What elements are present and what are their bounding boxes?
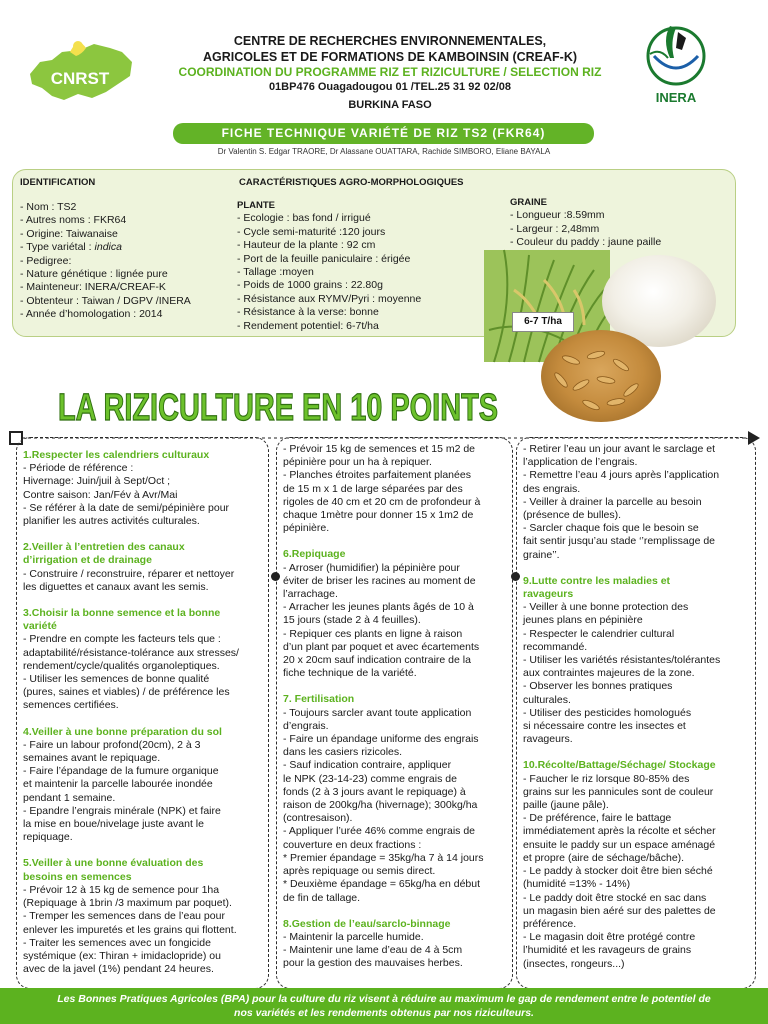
s10-line: - Le paddy doit être stocké en sac dans xyxy=(523,891,707,904)
s10-line: et propre (aire de séchage/bâche). xyxy=(523,851,685,864)
institution-line2: AGRICOLES ET DE FORMATIONS DE KAMBOINSIN (CREAF-K) xyxy=(202,50,578,64)
s1-line: Hivernage: Juin/juil à Sept/Oct ; xyxy=(23,475,171,488)
id-item: - Année d’homologation : 2014 xyxy=(20,308,163,321)
s9-line: jeunes plans en pépinière xyxy=(523,614,643,627)
footer-line1: Les Bonnes Pratiques Agricoles (BPA) pour la culture du riz visent à réduire au maximum le gap de rendement entre le potentiel de xyxy=(57,993,711,1005)
id-item: - Origine: Taiwanaise xyxy=(20,227,118,240)
id-item: - Autres noms : FKR64 xyxy=(20,214,127,227)
paddy-rice-photo xyxy=(541,330,661,422)
s10-line: - Faucher le riz lorsque 80-85% des xyxy=(523,772,690,785)
plante-item: - Port de la feuille paniculaire : érigée xyxy=(237,252,411,265)
s5-line: systémique (ex: Thiran + imidaclopride) ou xyxy=(23,949,221,962)
id-item xyxy=(20,241,230,254)
id-type-value: indica xyxy=(94,241,122,254)
id-item-label: - Type variétal : xyxy=(20,241,95,254)
plante-item: - Cycle semi-maturité :120 jours xyxy=(237,225,386,238)
identification-heading: IDENTIFICATION xyxy=(20,177,96,188)
s7-line: de fin de tallage. xyxy=(283,891,361,904)
s8b-line: l’application de l’engrais. xyxy=(523,456,638,469)
section-title-4: 4.Veiller à une bonne préparation du sol xyxy=(23,725,222,738)
s5b-line: pépinière pour un ha à repiquer. xyxy=(283,456,432,469)
s9-line: - Observer les bonnes pratiques xyxy=(523,680,673,693)
s7-line: couverture en deux fractions : xyxy=(283,838,422,851)
graine-heading: GRAINE xyxy=(510,197,547,208)
s5b-line: rigoles de 40 cm et 20 cm de profondeur à xyxy=(283,495,481,508)
inera-logo-text: INERA xyxy=(655,90,697,105)
s8-line: - Maintenir la parcelle humide. xyxy=(283,930,424,943)
s8b-line: graine’’. xyxy=(523,548,560,561)
s2-line: les diguettes et canaux avant les semis. xyxy=(23,580,209,593)
s6-line: - Arracher les jeunes plants âgés de 10 à xyxy=(283,601,474,614)
s5b-line: - Prévoir 15 kg de semences et 15 m2 de xyxy=(283,443,476,455)
s8b-line: des engrais. xyxy=(523,482,581,495)
s3-line: semences certifiées. xyxy=(23,699,119,712)
s6-line: 15 jours (stade 2 à 4 feuilles). xyxy=(283,614,421,627)
s7-line: - Sauf indication contraire, appliquer xyxy=(283,759,452,772)
s7-line: d’engrais. xyxy=(283,719,329,732)
section-title-5: besoins en semences xyxy=(23,870,132,883)
s10-line: paille (jaune pâle). xyxy=(523,799,609,812)
authors-line: Dr Valentin S. Edgar TRAORE, Dr Alassane OUATTARA, Rachide SIMBORO, Eliane BAYALA xyxy=(217,147,551,156)
s5b-line: pépinière. xyxy=(283,522,330,535)
agro-heading: CARACTÉRISTIQUES AGRO-MORPHOLOGIQUES xyxy=(239,177,464,188)
s1-line: - Se référer à la date de semi/pépinière pour xyxy=(23,501,230,514)
s8b-line: (présence de bulles). xyxy=(523,509,622,522)
s5b-line: chaque 1mètre pour donner 15 x 1m2 de xyxy=(283,509,474,522)
plante-heading: PLANTE xyxy=(237,200,275,211)
footer-banner xyxy=(0,988,768,1024)
s3-line: - Utiliser les semences de bonne qualité xyxy=(23,673,210,686)
cnrst-logo-text: CNRST xyxy=(50,69,110,88)
s10-line: (insectes, rongeurs...) xyxy=(523,957,625,970)
s4-line: - Epandre l’engrais minérale (NPK) et faire xyxy=(23,804,221,817)
s9-line: - Utiliser des pesticides homologués xyxy=(523,706,692,719)
s4-line: et maintenir la parcelle labourée inondée xyxy=(23,778,213,791)
plante-item: - Ecologie : bas fond / irrigué xyxy=(237,212,371,225)
section-title-6: 6.Repiquage xyxy=(283,548,346,561)
column-3-text xyxy=(523,443,755,971)
s1-line: - Période de référence : xyxy=(23,462,134,475)
s10-line: l’humidité et les ravageurs de grains xyxy=(523,944,692,957)
s8b-line: - Remettre l’eau 4 jours après l’application xyxy=(523,469,720,482)
section-title-5: 5.Veiller à une bonne évaluation des xyxy=(23,857,204,870)
s4-line: - Faire un labour profond(20cm), 2 à 3 xyxy=(23,738,201,751)
s7-line: - Appliquer l’urée 46% comme engrais de xyxy=(283,825,476,838)
s10-line: - Le paddy à stocker doit être bien séché xyxy=(523,865,713,878)
s3-line: rendement/cycle/qualités organoleptiques. xyxy=(23,659,220,672)
s5-line: - Traiter les semences avec un fongicide xyxy=(23,936,211,949)
plante-item: - Résistance à la verse: bonne xyxy=(237,306,379,319)
footer-line2: nos variétés et les rendements obtenus par nos riziculteurs. xyxy=(234,1007,534,1019)
id-item: - Nature génétique : lignée pure xyxy=(20,268,168,281)
section-title-2: 2.Veiller à l’entretien des canaux xyxy=(23,541,185,554)
plante-list xyxy=(237,199,487,333)
s10-line: grains sur les pannicules sont de couleur xyxy=(523,785,714,798)
s8b-line: fait sentir jusqu’au stade ‘’remplissage de xyxy=(523,535,716,548)
yield-label: 6-7 T/ha xyxy=(512,312,574,332)
institution-line1: CENTRE DE RECHERCHES ENVIRONNEMENTALES, xyxy=(233,34,547,48)
address-line: 01BP476 Ouagadougou 01 /TEL.25 31 92 02/08 xyxy=(268,81,512,93)
section-title-1: 1.Respecter les calendriers culturaux xyxy=(23,449,210,461)
section-title-7: 7. Fertilisation xyxy=(283,693,355,706)
s5-line: - Tremper les semences dans de l’eau pour xyxy=(23,910,225,923)
country-line: BURKINA FASO xyxy=(348,99,432,111)
inera-logo xyxy=(640,18,712,106)
s5-line: enlever les impuretés et les grains qui flottent. xyxy=(23,923,237,936)
plante-item: - Hauteur de la plante : 92 cm xyxy=(237,239,376,252)
section-title-10: 10.Récolte/Battage/Séchage/ Stockage xyxy=(523,759,716,772)
s4-line: repiquage. xyxy=(23,831,73,844)
s4-line: pendant 1 semaine. xyxy=(23,791,116,804)
s9-line: culturales. xyxy=(523,693,571,706)
s9-line: aux contraintes majeures de la zone. xyxy=(523,667,695,680)
title-banner: FICHE TECHNIQUE VARIÉTÉ DE RIZ TS2 (FKR64) xyxy=(173,123,594,144)
section-title-3: variété xyxy=(23,620,57,633)
s2-line: - Construire / reconstruire, réparer et nettoyer xyxy=(23,567,235,580)
plante-item: - Rendement potentiel: 6-7t/ha xyxy=(237,319,379,332)
section-title-2: d’irrigation et de drainage xyxy=(23,554,152,567)
s1-line: planifier les autres activités culturales. xyxy=(23,515,200,528)
s8b-line: - Retirer l’eau un jour avant le sarclage et xyxy=(523,443,716,455)
s3-line: - Prendre en compte les facteurs tels que : xyxy=(23,633,221,646)
section-title-8: 8.Gestion de l’eau/sarclo-binnage xyxy=(283,917,451,930)
s5-line: (Repiquage à 1brin /3 maximum par poquet). xyxy=(23,897,232,910)
s10-line: - Le magasin doit être protégé contre xyxy=(523,931,696,944)
s3-line: (pures, saines et viables) / de préférence les xyxy=(23,686,230,699)
s8-line: pour la gestion des mauvaises herbes. xyxy=(283,957,463,970)
id-item: - Pedigree: xyxy=(20,254,72,267)
s1-line: Contre saison: Jan/Fév à Avr/Mai xyxy=(23,488,178,501)
s6-line: 20 x 20cm sauf indication contraire de la xyxy=(283,654,471,667)
plante-item: - Poids de 1000 grains : 22.80g xyxy=(237,279,383,292)
s4-line: semaines avant le repiquage. xyxy=(23,752,161,765)
s9-line: - Respecter le calendrier cultural xyxy=(523,627,675,640)
s10-line: (humidité =13% - 14%) xyxy=(523,878,631,891)
identification-list xyxy=(20,201,230,322)
s3-line: adaptabilité/résistance-tolérance aux stresses/ xyxy=(23,646,239,659)
s9-line: ravageurs. xyxy=(523,733,573,746)
s7-line: raison de 200kg/ha (hivernage); 300kg/ha xyxy=(283,799,478,812)
cnrst-logo xyxy=(22,22,142,108)
s6-line: fiche technique de la variété. xyxy=(283,667,417,680)
s9-line: recommandé. xyxy=(523,640,588,653)
graine-item: - Longueur :8.59mm xyxy=(510,209,605,222)
s5b-line: de 15 m x 1 de large séparées par des xyxy=(283,482,463,495)
s7-line: le NPK (23-14-23) comme engrais de xyxy=(283,772,457,785)
id-item: - Mainteneur: INERA/CREAF-K xyxy=(20,281,166,294)
s6-line: d’un plant par poquet et avec écartements xyxy=(283,640,480,653)
s5-line: avec de la javel (1%) pendant 24 heures. xyxy=(23,963,214,976)
s10-line: un magasin bien aéré sur des palettes de xyxy=(523,904,716,917)
s7-line: dans les casiers rizicoles. xyxy=(283,746,403,759)
s8b-line: - Sarcler chaque fois que le besoin se xyxy=(523,522,699,535)
big-title xyxy=(56,384,500,428)
big-title-text: LA RIZICULTURE EN 10 POINTS xyxy=(58,387,498,429)
s10-line: préférence. xyxy=(523,917,577,930)
s8b-line: - Veiller à drainer la parcelle au besoin xyxy=(523,495,702,508)
s7-line: (contresaison). xyxy=(283,812,353,825)
graine-item: - Couleur du paddy : jaune paille xyxy=(510,236,662,249)
s6-line: - Arroser (humidifier) la pépinière pour xyxy=(283,561,460,574)
section-title-9: 9.Lutte contre les maladies et xyxy=(523,574,671,587)
column-1-text xyxy=(23,449,265,976)
s5b-line: - Planches étroites parfaitement planées xyxy=(283,469,471,482)
graine-list xyxy=(510,196,730,250)
column-connector-dot xyxy=(271,572,280,581)
s6-line: éviter de briser les racines au moment de xyxy=(283,574,476,587)
coordination-line: COORDINATION DU PROGRAMME RIZ ET RIZICULTURE / SELECTION RIZ xyxy=(178,65,602,79)
s6-line: - Repiquer ces plants en ligne à raison xyxy=(283,627,463,640)
plante-item: - Résistance aux RYMV/Pyri : moyenne xyxy=(237,292,422,305)
id-item: - Obtenteur : Taiwan / DGPV /INERA xyxy=(20,294,191,307)
s6-line: l’arrachage. xyxy=(283,588,338,601)
s10-line: ensuite le paddy sur un espace aménagé xyxy=(523,838,716,851)
s9-line: - Veiller à une bonne protection des xyxy=(523,601,689,614)
s7-line: - Faire un épandage uniforme des engrais xyxy=(283,733,479,746)
s4-line: la mise en boue/nivelage juste avant le xyxy=(23,818,204,831)
s10-line: - De préférence, faire le battage xyxy=(523,812,672,825)
id-item: - Nom : TS2 xyxy=(20,201,77,213)
column-connector-dot xyxy=(511,572,520,581)
s7-line: * Deuxième épandage = 65kg/ha en début xyxy=(283,878,481,891)
s9-line: si nécessaire contre les insectes et xyxy=(523,720,686,733)
s5-line: - Prévoir 12 à 15 kg de semence pour 1ha xyxy=(23,883,220,896)
s9-line: - Utiliser les variétés résistantes/tolérantes xyxy=(523,654,721,667)
s10-line: immédiatement après la récolte et sécher xyxy=(523,825,716,838)
s7-line: après repiquage ou semis direct. xyxy=(283,865,436,878)
s4-line: - Faire l’épandage de la fumure organique xyxy=(23,765,219,778)
s8-line: - Maintenir une lame d’eau de 4 à 5cm xyxy=(283,944,463,957)
s7-line: * Premier épandage = 35kg/ha 7 à 14 jours xyxy=(283,851,484,864)
section-title-3: 3.Choisir la bonne semence et la bonne xyxy=(23,607,221,620)
plante-item: - Tallage :moyen xyxy=(237,266,314,279)
header-block xyxy=(140,33,640,113)
section-title-9: ravageurs xyxy=(523,588,574,601)
graine-item: - Largeur : 2,48mm xyxy=(510,222,600,235)
s7-line: fonds (2 à 3 jours avant le repiquage) à xyxy=(283,785,466,798)
s7-line: - Toujours sarcler avant toute application xyxy=(283,706,472,719)
column-2-text xyxy=(283,443,511,971)
